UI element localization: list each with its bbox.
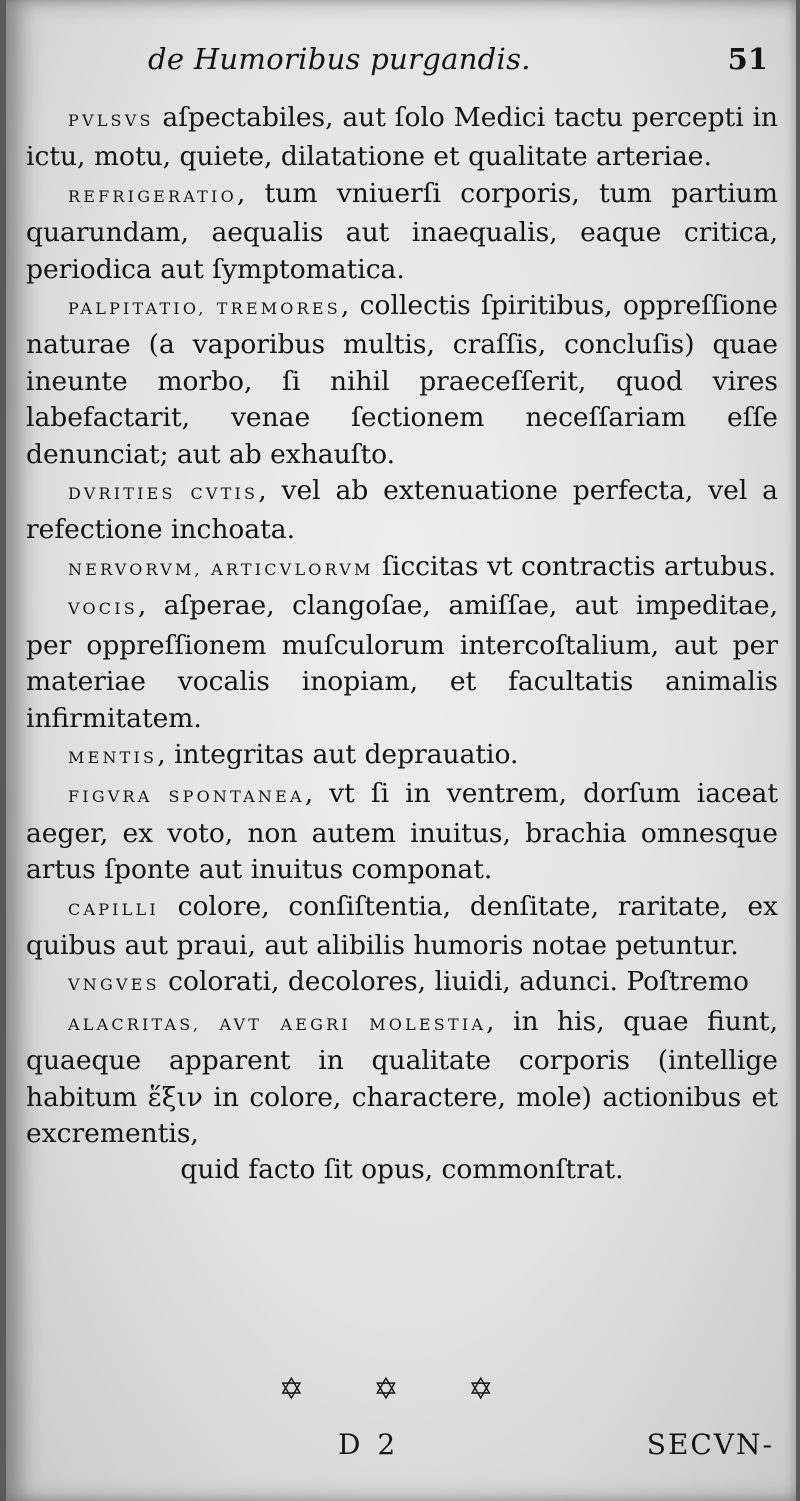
paragraph-text: , vel ab extenuatione perfecta, vel a refectione inchoata.	[26, 475, 778, 546]
body-text	[26, 100, 778, 1189]
lead-word: PVLSVS	[68, 111, 154, 130]
paragraph-text: ſiccitas vt contractis artubus.	[373, 550, 777, 582]
paragraph-durities	[26, 473, 778, 549]
paragraph-text: colore, conſiſtentia, denſitate, raritate, ex quibus aut praui, aut alibilis humoris notae petuntur.	[26, 890, 778, 961]
lead-word: DVRITIES CVTIS	[68, 484, 259, 504]
paragraph-ungues	[26, 964, 778, 1003]
running-head	[6, 38, 796, 88]
paragraph-refrigeratio	[26, 176, 778, 288]
lead-word: PALPITATIO, TREMORES	[68, 299, 341, 319]
lead-word: REFRIGERATIO	[68, 186, 237, 206]
paragraph-vocis	[26, 588, 778, 737]
paragraph-text: aſpectabiles, aut ſolo Medici tactu percepti in ictu, motu, quiete, dilatatione et qualitate arteriae.	[26, 102, 778, 173]
paragraph-text: , in his, quae fiunt, quaeque apparent in qualitate corporis (intellige habitum ἕξιν in colore, charactere, mole) actionibus et excrementis,	[26, 1005, 778, 1149]
lead-word: NERVORVM, ARTICVLORVM	[68, 559, 374, 579]
book-page	[6, 0, 796, 1501]
page-number: 51	[727, 42, 768, 76]
paragraph-alacritas	[26, 1004, 778, 1153]
lead-word: CAPILLI	[68, 899, 159, 919]
lead-word: FIGVRA SPONTANEA	[68, 787, 305, 807]
paragraph-figura	[26, 776, 778, 888]
paragraph-pulsus	[26, 100, 778, 176]
ornament-stars-icon: ✡ ✡ ✡	[278, 1372, 524, 1407]
paragraph-text: , aſperae, clangoſae, amiſſae, aut impeditae, per oppreſſionem muſculorum intercoſtalium, aut per materiae vocalis inopiam, et facultatis animalis infirmitatem.	[26, 590, 778, 734]
lead-word: MENTIS	[68, 747, 158, 767]
paragraph-text: , integritas aut deprauatio.	[157, 738, 519, 770]
paragraph-text: , tum vniuerſi corporis, tum partium quarundam, aequalis aut inaequalis, eaque critica, periodica aut ſymptomatica.	[26, 177, 778, 285]
lead-word: ALACRITAS, AVT AEGRI MOLESTIA	[68, 1014, 487, 1034]
paragraph-palpitatio	[26, 288, 778, 473]
paragraph-text: , collectis ſpiritibus, oppreſſione naturae (a vaporibus multis, craſſis, concluſis) quae ineunte morbo, ſi nihil praeceſſerit, quod vires labefactarit, venae ſectionem neceſſariam eſſe denunciat; aut ab exhauſto.	[26, 290, 778, 470]
lead-word: VNGVES	[68, 975, 160, 995]
paragraph-mentis	[26, 737, 778, 776]
catchword: SECVN-	[646, 1428, 774, 1461]
page-footer	[6, 1428, 796, 1472]
running-title: de Humoribus purgandis.	[148, 42, 531, 76]
closing-line: quid facto ſit opus, commonſtrat.	[180, 1154, 624, 1186]
paragraph-capilli	[26, 889, 778, 965]
paragraph-text: colorati, decolores, liuidi, adunci. Poſtremo	[159, 966, 749, 998]
lead-word: VOCIS	[68, 599, 138, 619]
signature-mark: D 2	[338, 1428, 400, 1461]
paragraph-nervorum	[26, 549, 778, 588]
paragraph-text: , vt ſi in ventrem, dorſum iaceat aeger, ex voto, non autem inuitus, brachia omnesque artus ſponte aut inuitus componat.	[26, 778, 778, 886]
